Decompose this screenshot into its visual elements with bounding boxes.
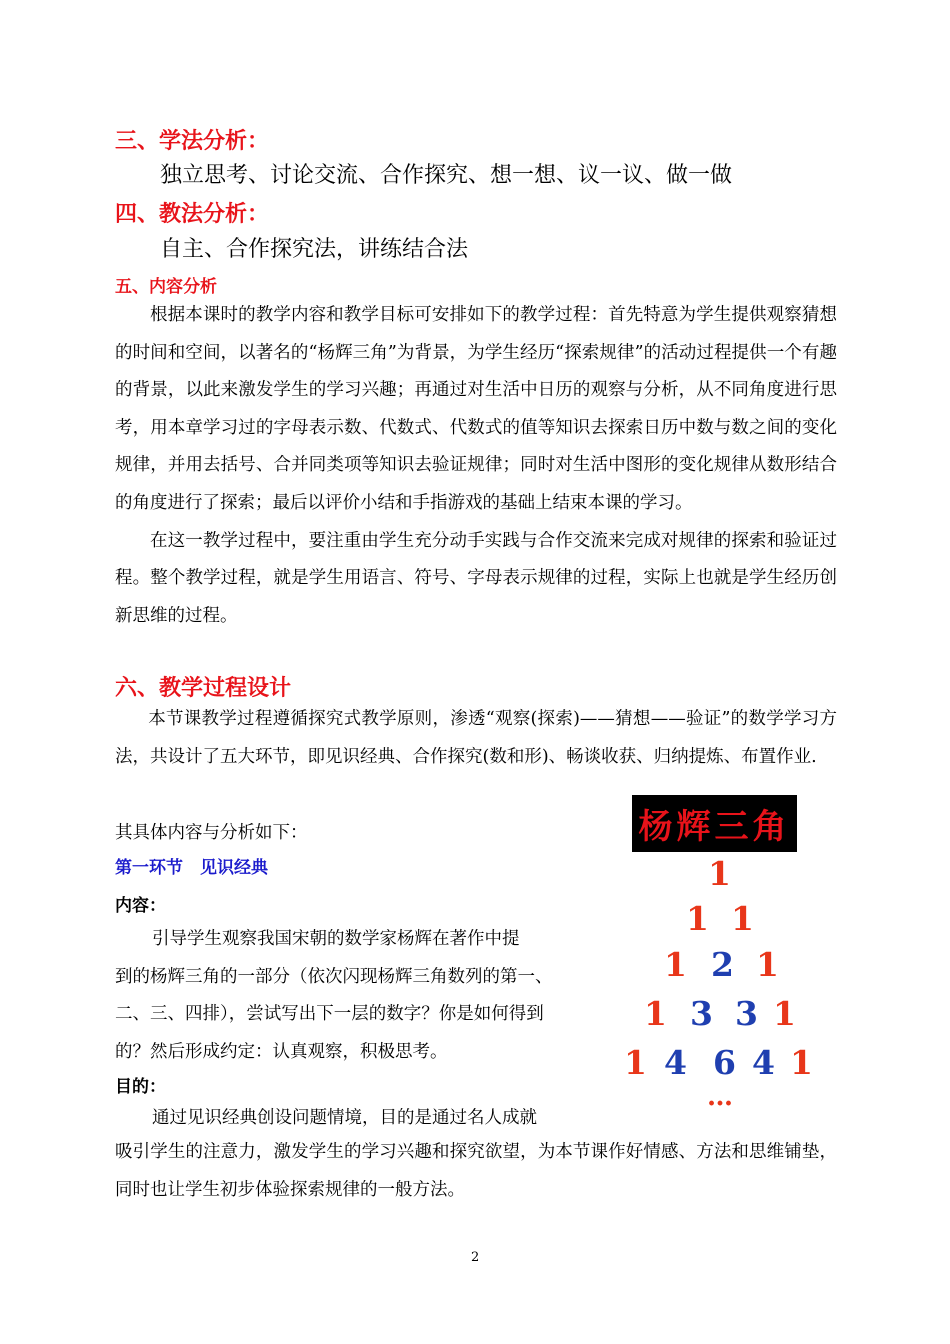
step1-heading: 第一环节 见识经典 xyxy=(115,858,268,878)
step1-goal-rest-block xyxy=(115,1134,837,1209)
triangle-number: 1 xyxy=(664,945,687,984)
step1-content-label: 内容： xyxy=(115,896,166,916)
section3-text: 独立思考、讨论交流、合作探究、想一想、议一议、做一做 xyxy=(160,163,733,188)
step1-goal-first-line: 通过见识经典创设问题情境，目的是通过名人成就 xyxy=(152,1108,537,1128)
triangle-number: 3 xyxy=(735,994,758,1033)
section6-detail: 其具体内容与分析如下： xyxy=(115,823,308,843)
triangle-number: 1 xyxy=(731,899,754,938)
section5-body xyxy=(115,297,837,635)
triangle-number: 1 xyxy=(624,1043,647,1082)
page-number: 2 xyxy=(471,1250,480,1265)
triangle-title: 杨辉三角 xyxy=(632,795,797,852)
step1-content-line: 二、三、四排），尝试写出下一层的数字？你是如何得到 xyxy=(115,1004,544,1024)
triangle-number: 3 xyxy=(690,994,713,1033)
step1-goal-label: 目的： xyxy=(115,1077,166,1097)
section6-intro: 本节课教学过程遵循探究式教学原则，渗透“观察(探索)——猜想——验证”的数学学习方法，共设计了五大环节，即见识经典、合作探究(数和形)、畅谈收获、归纳提炼、布置作业. xyxy=(115,709,837,767)
section3-heading: 三、学法分析： xyxy=(115,129,270,154)
section5-paragraph: 在这一教学过程中，要注重由学生充分动手实践与合作交流来完成对规律的探索和验证过程。整个教学过程，就是学生用语言、符号、字母表示规律的过程，实际上也就是学生经历创新思维的过程。 xyxy=(115,530,837,626)
triangle-number: 1 xyxy=(790,1043,813,1082)
triangle-number: 1 xyxy=(773,994,796,1033)
triangle-number: 1 xyxy=(708,854,731,893)
step1-content-line: 的？然后形成约定：认真观察，积极思考。 xyxy=(115,1042,448,1062)
triangle-number: 1 xyxy=(756,945,779,984)
section6-heading: 六、教学过程设计 xyxy=(115,676,292,701)
triangle-number: 2 xyxy=(711,945,734,984)
section6-intro-block xyxy=(115,701,837,776)
section4-text: 自主、合作探究法，讲练结合法 xyxy=(160,237,469,262)
step1-goal-rest: 吸引学生的注意力，激发学生的学习兴趣和探究欲望，为本节课作好情感、方法和思维铺垫，同时也让学生初步体验探索规律的一般方法。 xyxy=(115,1142,837,1200)
triangle-number: 4 xyxy=(664,1043,687,1082)
triangle-number: 1 xyxy=(686,899,709,938)
step1-content-line: 到的杨辉三角的一部分（依次闪现杨辉三角数列的第一、 xyxy=(115,967,553,987)
triangle-number: 4 xyxy=(752,1043,775,1082)
section4-heading: 四、教法分析： xyxy=(115,202,270,227)
step1-content-line: 引导学生观察我国宋朝的数学家杨辉在著作中提 xyxy=(152,929,520,949)
triangle-ellipsis: … xyxy=(707,1082,733,1112)
triangle-number: 1 xyxy=(644,994,667,1033)
section5-heading: 五、内容分析 xyxy=(115,277,217,297)
triangle-number: 6 xyxy=(713,1043,736,1082)
section5-paragraph: 根据本课时的教学内容和教学目标可安排如下的教学过程：首先特意为学生提供观察猜想的时间和空间，以著名的“杨辉三角”为背景，为学生经历“探索规律”的活动过程提供一个有趣的背景，以此来激发学生的学习兴趣；再通过对生活中日历的观察与分析，从不同角度进行思考，用本章学习过的字母表示数、代数式、代数式的值等知识去探索日历中数与数之间的变化规律，并用去括号、合并同类项等知识去验证规律；同时对生活中图形的变化规律从数形结合的角度进行了探索；最后以评价小结和手指游戏的基础上结束本课的学习。 xyxy=(115,305,837,513)
